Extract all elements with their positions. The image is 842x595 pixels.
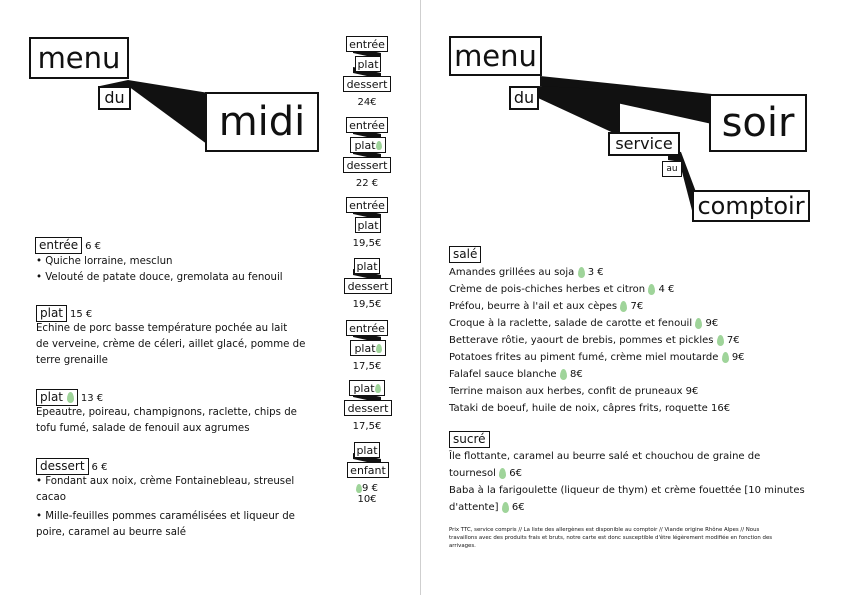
formula-item-label: entrée: [349, 37, 385, 51]
formula-price-value-2: 10€: [357, 494, 377, 505]
sale-item: [449, 281, 745, 298]
sucre-item-line-1: Île flottante, caramel au beurre salé et chouchou de graine de: [449, 451, 761, 462]
footer-note: [449, 526, 772, 550]
dessert-line-4: poire, caramel au beurre salé: [36, 527, 187, 538]
formula-price-value: 17,5€: [352, 361, 382, 372]
sucre-list: [449, 448, 805, 516]
title-menu-soir: [449, 36, 542, 76]
formula-item-label: plat: [356, 443, 378, 457]
sale-item-text: Préfou, beurre à l'ail et aux cèpes: [449, 301, 618, 312]
title-au: [662, 161, 682, 177]
title-du-soir: [509, 86, 539, 110]
formula-item-label: plat: [353, 381, 375, 395]
formula-price-value: 9 €: [362, 483, 378, 494]
formula-price-value: 24€: [357, 97, 377, 108]
sale-item: [449, 264, 745, 281]
section-entree-title: entrée: [35, 237, 82, 254]
formula-price-value: 19,5€: [352, 299, 382, 310]
dessert-line-3: • Mille-feuilles pommes caramélisées et liqueur de: [36, 511, 295, 522]
formula-item-label: entrée: [349, 321, 385, 335]
sale-item: [449, 298, 745, 315]
formula-6-item: [344, 400, 392, 416]
sale-item-price: 9€: [731, 352, 745, 363]
section-dessert-price: 6 €: [91, 462, 108, 473]
plat-veg-label: plat: [40, 390, 64, 404]
formula-price-value: 19,5€: [352, 238, 382, 249]
sucre-item-text: tournesol: [449, 468, 496, 479]
formula-price-value: 22 €: [355, 178, 379, 189]
title-du-text: du: [104, 88, 125, 107]
formula-item-label: plat: [354, 138, 376, 152]
dessert-line-1: • Fondant aux noix, crème Fontainebleau, streusel: [36, 476, 295, 487]
sale-item: [449, 366, 745, 383]
section-entree: [35, 234, 101, 254]
sale-item-price: 3 €: [587, 267, 604, 278]
title-comptoir-text: comptoir: [697, 192, 805, 220]
sale-item-text: Crème de pois-chiches herbes et citron: [449, 284, 646, 295]
formula-3-item: [346, 197, 388, 213]
formula-3-item: [355, 217, 381, 233]
formula-4-item: [354, 258, 380, 274]
vegetarian-leaf-icon: [376, 344, 382, 353]
sale-item: [449, 383, 745, 400]
formula-1-price: [342, 97, 392, 108]
formula-1-item: [346, 36, 388, 52]
sale-item-price: 8€: [569, 369, 583, 380]
title-service: [608, 132, 680, 156]
formula-price-value: 17,5€: [352, 421, 382, 432]
sale-item: [449, 332, 745, 349]
sale-item: [449, 349, 745, 366]
title-soir: [709, 94, 807, 152]
sale-item-text: Tataki de boeuf, huile de noix, câpres frits, roquette: [449, 403, 708, 414]
plat-veg-line-1: Epeautre, poireau, champignons, raclette, chips de: [36, 407, 297, 418]
section-sucre-title: sucré: [449, 431, 490, 448]
sale-item-text: Croque à la raclette, salade de carotte et fenouil: [449, 318, 693, 329]
sucre-item-line-1: Baba à la farigoulette (liqueur de thym) et crème fouettée [10 minutes: [449, 485, 805, 496]
formula-5-item: [350, 340, 386, 356]
formula-5-item: [346, 320, 388, 336]
formula-7-item: [354, 442, 380, 458]
sale-item-text: Betterave rôtie, yaourt de brebis, pommes et pickles: [449, 335, 714, 346]
formula-2-price: [342, 178, 392, 189]
section-dessert-title: dessert: [36, 458, 89, 475]
section-entree-price: 6 €: [85, 241, 102, 252]
sale-item-text: Falafel sauce blanche: [449, 369, 557, 380]
vegetarian-leaf-icon: [499, 468, 506, 479]
sale-item-price: 9€: [685, 386, 699, 397]
section-plat-price: 15 €: [70, 309, 93, 320]
formula-3-price: [342, 238, 392, 249]
formula-item-label: plat: [354, 341, 376, 355]
section-plat-veg-price: 13 €: [80, 393, 104, 404]
formula-4-item: [344, 278, 392, 294]
formula-item-label: dessert: [347, 279, 389, 293]
sale-item-price: 7€: [630, 301, 644, 312]
section-sale-title: salé: [449, 246, 481, 263]
formula-6-item: [349, 380, 385, 396]
formula-6-price: [342, 421, 392, 432]
sale-item-text: Amandes grillées au soja: [449, 267, 575, 278]
formula-item-label: dessert: [347, 401, 389, 415]
title-menu-midi: [29, 37, 129, 79]
title-menu-text: menu: [37, 40, 121, 75]
formula-item-label: plat: [357, 57, 379, 71]
footer-line-2: travaillons avec des produits frais et bruts, notre carte est donc susceptible d'être légèrement modifiée en fonction des: [449, 535, 773, 541]
title-du-midi: [98, 86, 131, 110]
formula-item-label: entrée: [349, 118, 385, 132]
section-plat: [36, 302, 92, 322]
plat-veg-line-2: tofu fumé, salade de fenouil aux agrumes: [36, 423, 250, 434]
formula-2-item: [350, 137, 386, 153]
vegetarian-leaf-icon: [578, 267, 585, 278]
section-plat-lines: [36, 321, 305, 369]
title-midi-text: midi: [218, 99, 306, 145]
ribbon-midi: [128, 80, 215, 150]
sucre-item-price: 6€: [511, 502, 525, 513]
vegetarian-leaf-icon: [620, 301, 627, 312]
formula-item-label: dessert: [346, 158, 388, 172]
vegetarian-leaf-icon: [648, 284, 655, 295]
sale-item-price: 9€: [705, 318, 719, 329]
formula-2-item: [346, 117, 388, 133]
sale-item: [449, 400, 745, 417]
formula-item-label: plat: [356, 259, 378, 273]
title-menu-soir-text: menu: [454, 38, 537, 73]
section-plat-title: plat: [36, 305, 67, 322]
formula-item-label: entrée: [349, 198, 385, 212]
formula-2-item: [343, 157, 391, 173]
sale-item-price: 16€: [710, 403, 731, 414]
title-soir-text: soir: [721, 100, 795, 146]
formula-7-price: [342, 483, 392, 505]
vegetarian-leaf-icon: [502, 502, 509, 513]
vegetarian-leaf-icon: [695, 318, 702, 329]
vegetarian-leaf-icon: [717, 335, 724, 346]
title-service-text: service: [615, 134, 673, 153]
sale-item-text: Terrine maison aux herbes, confit de pruneaux: [449, 386, 683, 397]
section-plat-vegetarian: [36, 386, 103, 406]
sucre-item-price: 6€: [509, 468, 523, 479]
vegetarian-leaf-icon: [67, 392, 74, 403]
section-entree-lines: [36, 254, 283, 286]
formula-5-price: [342, 361, 392, 372]
formula-1-item: [355, 56, 381, 72]
sale-item-price: 4 €: [658, 284, 675, 295]
formula-4-price: [342, 299, 392, 310]
sucre-item-line-2: [449, 465, 805, 482]
sucre-item-line-2: [449, 499, 805, 516]
section-dessert: [36, 455, 107, 475]
sale-item-text: Potatoes frites au piment fumé, crème miel moutarde: [449, 352, 719, 363]
plat-line-2: de verveine, crème de céleri, aillet glacé, pomme de: [36, 339, 306, 350]
footer-line-1: Prix TTC, service compris // La liste des allergènes est disponible au comptoir // Viande origine Rhône Alpes // Nous: [449, 527, 760, 533]
section-plat-veg-lines: [36, 405, 297, 437]
formula-item-label: enfant: [350, 463, 386, 477]
sale-item: [449, 315, 745, 332]
section-dessert-lines: [36, 474, 295, 541]
vegetarian-leaf-icon: [375, 384, 381, 393]
ribbon-service: [538, 86, 620, 136]
section-sale: [449, 243, 481, 263]
formula-1-item: [343, 76, 391, 92]
sale-item-price: 7€: [726, 335, 740, 346]
vegetarian-leaf-icon: [376, 141, 382, 150]
footer-line-3: arrivages.: [449, 543, 476, 549]
title-midi: [205, 92, 319, 152]
entree-line-2: • Velouté de patate douce, gremolata au fenouil: [36, 272, 283, 283]
entree-line-1: • Quiche lorraine, mesclun: [36, 256, 173, 267]
title-comptoir: [692, 190, 810, 222]
section-plat-veg-title: [36, 389, 78, 406]
formula-item-label: plat: [357, 218, 379, 232]
plat-line-3: terre grenaille: [36, 355, 108, 366]
title-du-soir-text: du: [513, 88, 535, 107]
sale-list: [449, 264, 745, 417]
vegetarian-leaf-icon: [560, 369, 567, 380]
section-sucre: [449, 428, 490, 448]
formula-7-item: [347, 462, 389, 478]
dessert-line-2: cacao: [36, 492, 66, 503]
formula-item-label: dessert: [346, 77, 388, 91]
vegetarian-leaf-icon: [722, 352, 729, 363]
sucre-item-text: d'attente]: [449, 502, 499, 513]
title-au-text: au: [666, 163, 678, 174]
plat-line-1: Echine de porc basse température pochée au lait: [36, 323, 288, 334]
